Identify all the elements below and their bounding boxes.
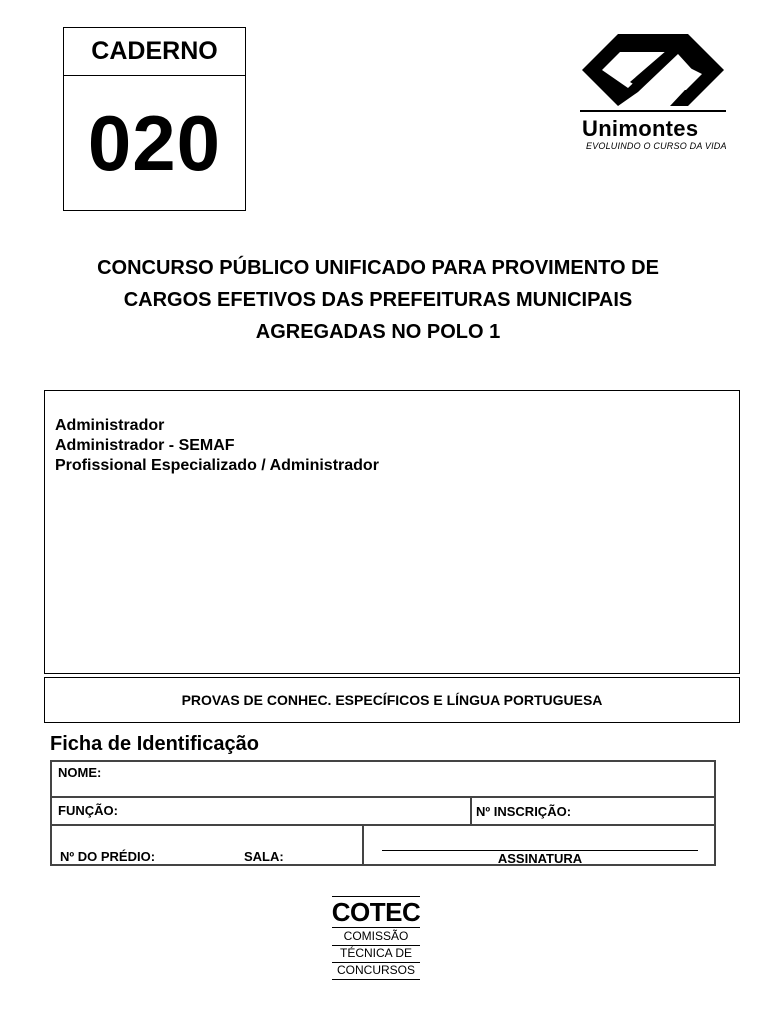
title-line: AGREGADAS NO POLO 1 xyxy=(255,321,501,343)
unimontes-emblem-icon xyxy=(578,30,728,112)
exam-type-label: PROVAS DE CONHEC. ESPECÍFICOS E LÍNGUA PORTUGUESA xyxy=(181,692,603,708)
cotec-line: CONCURSOS xyxy=(336,963,415,977)
title-line: CARGOS EFETIVOS DAS PREFEITURAS MUNICIPAIS xyxy=(123,289,633,311)
registration-field-label: Nº INSCRIÇÃO: xyxy=(476,804,572,819)
role-item: Administrador - SEMAF xyxy=(55,437,235,454)
identification-form-title: Ficha de Identificação xyxy=(50,733,259,755)
cotec-line: TÉCNICA DE xyxy=(339,946,412,960)
form-divider xyxy=(362,825,364,864)
form-divider xyxy=(470,797,472,825)
cotec-line: COMISSÃO xyxy=(343,929,409,943)
exam-title xyxy=(20,252,736,348)
unimontes-logo xyxy=(578,30,728,155)
identification-form xyxy=(50,760,716,866)
form-divider xyxy=(52,796,714,798)
cotec-rule xyxy=(332,979,420,980)
role-item: Administrador xyxy=(55,417,165,434)
booklet-label: CADERNO xyxy=(64,28,245,76)
title-line: CONCURSO PÚBLICO UNIFICADO PARA PROVIMENTO DE xyxy=(97,257,659,279)
form-divider xyxy=(52,824,714,826)
booklet-box xyxy=(63,27,246,211)
logo-tagline: EVOLUINDO O CURSO DA VIDA xyxy=(586,141,727,151)
cotec-logo xyxy=(330,896,422,980)
exam-type-box xyxy=(44,677,740,723)
role-item: Profissional Especializado / Administrador xyxy=(55,457,379,474)
logo-wordmark: Unimontes xyxy=(582,116,699,141)
cotec-rule xyxy=(332,927,420,928)
room-field-label: SALA: xyxy=(244,849,284,864)
cotec-wordmark: COTEC xyxy=(331,897,421,927)
name-field-label: NOME: xyxy=(58,765,102,780)
signature-label: ASSINATURA xyxy=(497,851,583,866)
building-field-label: Nº DO PRÉDIO: xyxy=(60,849,156,864)
booklet-number: 020 xyxy=(87,98,222,187)
roles-box xyxy=(44,390,740,674)
function-field-label: FUNÇÃO: xyxy=(58,803,118,818)
logo-rule xyxy=(580,110,726,112)
roles-list xyxy=(55,416,379,476)
